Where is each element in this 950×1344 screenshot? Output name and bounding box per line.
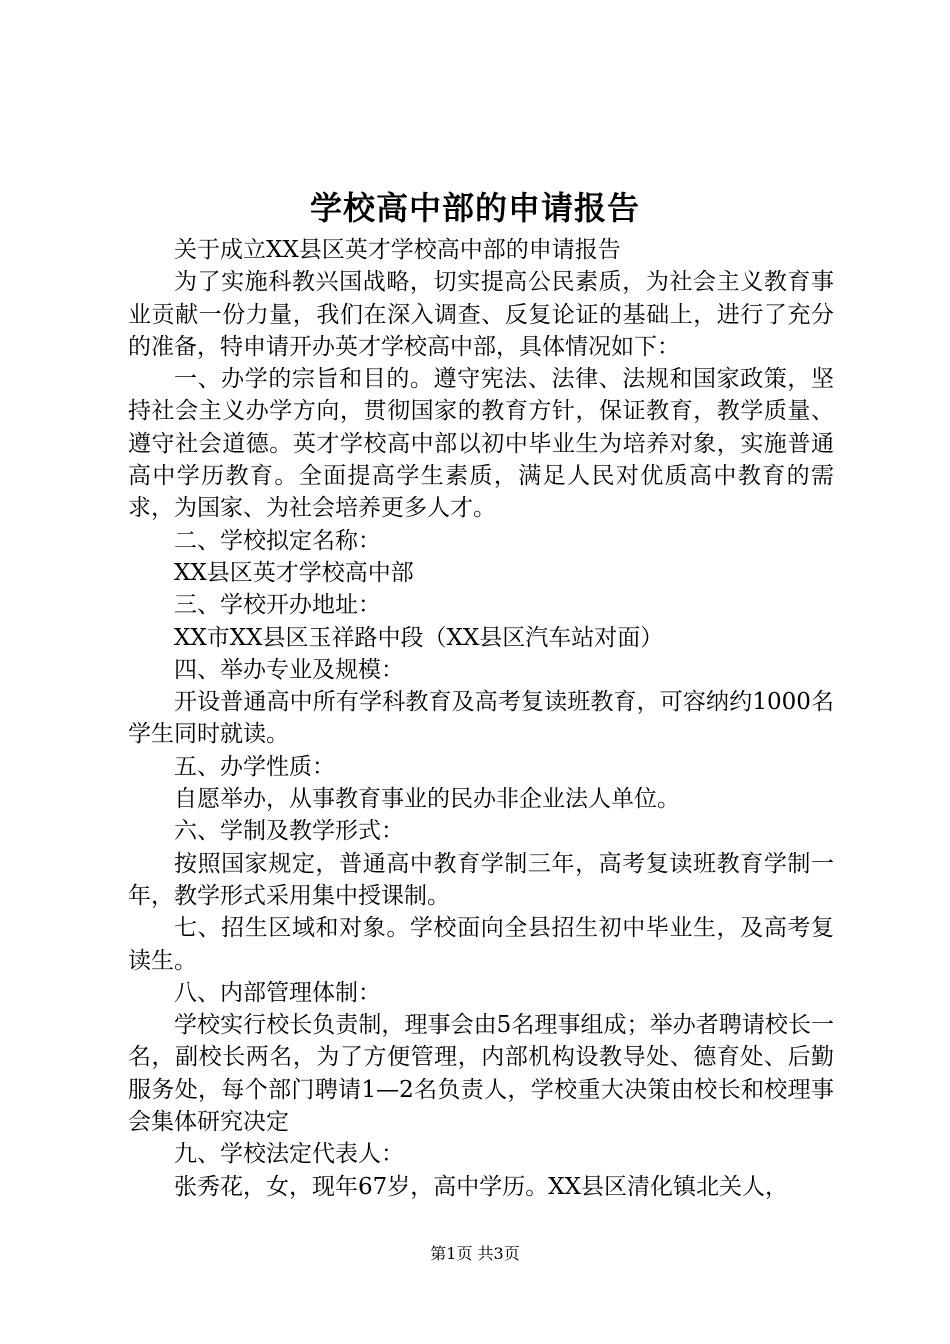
- paragraph: XX县区英才学校高中部: [174, 559, 414, 586]
- section-heading: 三、学校开办地址：: [174, 592, 381, 619]
- paragraph: 一、办学的宗旨和目的。遵守宪法、法律、法规和国家政策，坚持社会主义办学方向，贯彻国家的教育方针，保证教育，教学质量、遵守社会道德。英才学校高中部以初中毕业生为培养对象，实施普通高中学历教育。全面提高学生素质，满足人民对优质高中教育的需求，为国家、为社会培养更多人才。: [128, 366, 834, 522]
- section-heading: 五、办学性质：: [174, 753, 335, 780]
- paragraph: 按照国家规定，普通高中教育学制三年，高考复读班教育学制一年，教学形式采用集中授课制。: [128, 850, 834, 909]
- page-footer: 第1页 共3页: [430, 1244, 520, 1263]
- paragraph: 关于成立XX县区英才学校高中部的申请报告: [174, 237, 621, 263]
- paragraph: 自愿举办，从事教育事业的民办非企业法人单位。: [174, 786, 680, 813]
- paragraph: 张秀花，女，现年67岁，高中学历。XX县区清化镇北关人，: [174, 1173, 789, 1200]
- paragraph: XX市XX县区玉祥路中段（XX县区汽车站对面）: [174, 624, 664, 651]
- document-body: [128, 234, 834, 1203]
- section-heading: 二、学校拟定名称：: [174, 527, 381, 554]
- section-heading: 八、内部管理体制：: [174, 979, 381, 1006]
- paragraph: 七、招生区域和对象。学校面向全县招生初中毕业生，及高考复读生。: [128, 915, 834, 974]
- paragraph: 学校实行校长负责制，理事会由5名理事组成；举办者聘请校长一名，副校长两名，为了方便管理，内部机构设教导处、德育处、后勤服务处，每个部门聘请1—2名负责人，学校重大决策由校长和校理事会集体研究决定: [128, 1012, 834, 1136]
- section-heading: 六、学制及教学形式：: [174, 818, 404, 845]
- section-heading: 四、举办专业及规模：: [174, 656, 404, 683]
- paragraph: 开设普通高中所有学科教育及高考复读班教育，可容纳约1000名学生同时就读。: [128, 689, 834, 748]
- paragraph: 为了实施科教兴国战略，切实提高公民素质，为社会主义教育事业贡献一份力量，我们在深入调查、反复论证的基础上，进行了充分的准备，特申请开办英才学校高中部，具体情况如下：: [128, 269, 834, 360]
- section-heading: 九、学校法定代表人：: [174, 1141, 404, 1168]
- document-title: 学校高中部的申请报告: [309, 189, 640, 227]
